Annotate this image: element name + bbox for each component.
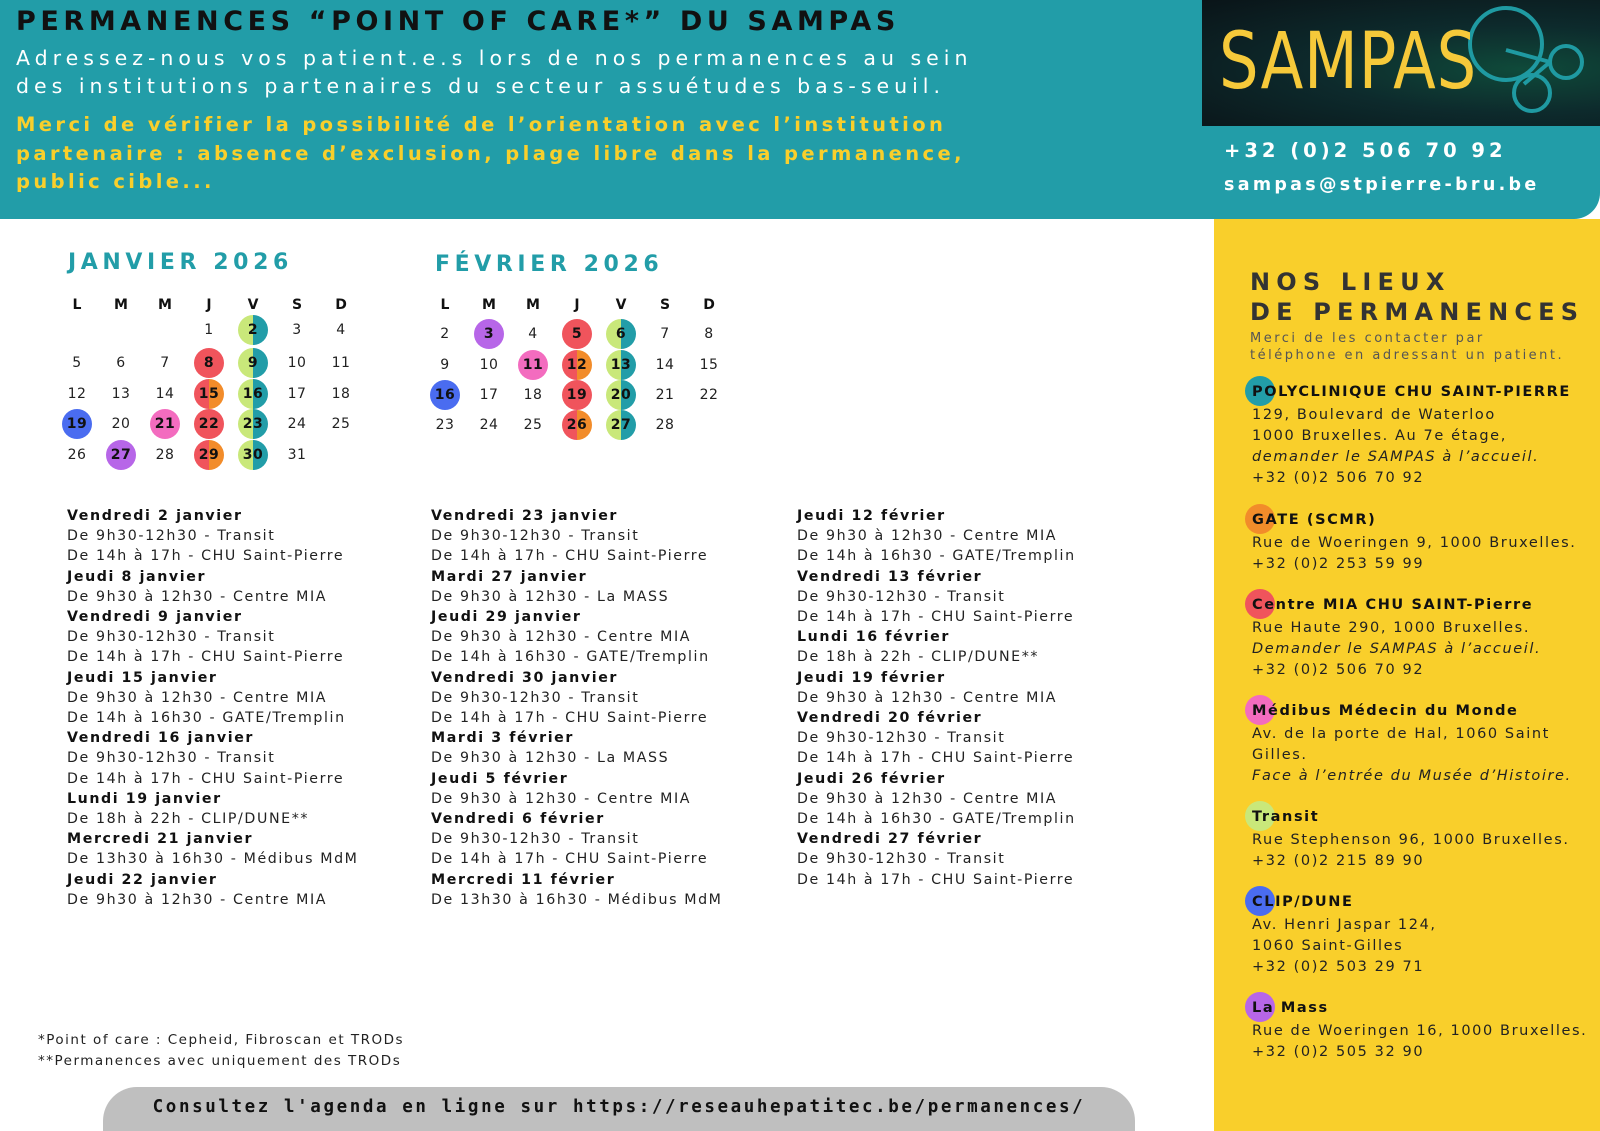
location-detail: 1060 Saint-Gilles [1252,938,1404,954]
calendar-day: 12 [67,386,87,402]
location-card [1252,999,1598,1063]
calendar-day: 11 [331,355,351,371]
logo-wordmark: SAMPAS [1219,17,1478,107]
location-detail: +32 (0)2 506 70 92 [1252,470,1425,486]
weekday-header: M [114,297,128,313]
sidebar-hint-line: téléphone en adressant un patient. [1250,348,1565,363]
location-detail: +32 (0)2 503 29 71 [1252,959,1425,975]
calendar-day: 16 [238,379,268,409]
calendar-day: 7 [160,355,170,371]
weekday-header: J [206,297,212,313]
calendar-title: JANVIER 2026 [68,250,293,275]
schedule-slot: De 13h30 à 16h30 - Médibus MdM [67,851,359,868]
location-name: CLIP/DUNE [1252,894,1354,910]
weekday-header: L [440,297,450,313]
schedule-day: Vendredi 16 janvier [67,730,255,747]
schedule-slot: De 18h à 22h - CLIP/DUNE** [797,649,1040,666]
weekday-header: V [247,297,259,313]
schedule-day: Vendredi 13 février [797,568,983,585]
calendar-day: 30 [238,440,268,470]
schedule-day: Jeudi 26 février [797,770,946,787]
agenda-link[interactable]: Consultez l'agenda en ligne sur https://reseauhepatitec.be/permanences/ [152,1097,1086,1117]
location-detail: Av. de la porte de Hal, 1060 Saint [1252,726,1550,742]
calendar-day: 27 [106,440,136,470]
location-name: GATE (SCMR) [1252,512,1377,528]
schedule-day: Jeudi 12 février [797,508,946,524]
schedule-day: Jeudi 19 février [797,669,946,686]
calendar-day: 29 [194,440,224,470]
calendar-day: 18 [331,386,351,402]
weekday-header: D [703,297,715,313]
location-detail: Rue de Woeringen 16, 1000 Bruxelles. [1252,1023,1588,1039]
schedule-slot: De 9h30-12h30 - Transit [431,831,640,848]
schedule-day: Vendredi 23 janvier [431,508,619,524]
calendar-day: 2 [440,326,450,342]
calendar-day: 28 [155,447,175,463]
location-detail: Rue Haute 290, 1000 Bruxelles. [1252,620,1531,636]
calendar-day: 14 [155,386,175,402]
schedule-slot: De 14h à 17h - CHU Saint-Pierre [797,871,1075,888]
schedule-slot: De 9h30-12h30 - Transit [67,528,276,545]
calendar-day: 27 [606,410,636,440]
schedule-day: Mercredi 11 février [431,871,616,888]
location-card [1252,893,1598,978]
calendar-day: 13 [111,386,131,402]
location-name: Médibus Médecin du Monde [1252,703,1519,719]
schedule-day: Jeudi 5 février [431,770,569,787]
schedule-slot: De 14h à 17h - CHU Saint-Pierre [431,851,709,868]
weekday-header: M [158,297,172,313]
schedule-slot: De 14h à 16h30 - GATE/Tremplin [797,548,1076,565]
schedule-slot: De 9h30-12h30 - Transit [431,528,640,545]
sidebar-title-line: NOS LIEUX [1250,268,1451,296]
schedule-day: Vendredi 2 janvier [67,508,243,524]
location-card [1252,702,1598,787]
calendar-day: 17 [287,386,307,402]
calendar-day: 16 [430,380,460,410]
location-detail: Rue de Woeringen 9, 1000 Bruxelles. [1252,535,1577,551]
calendar-day: 21 [655,387,675,403]
weekday-header: V [615,297,627,313]
subtitle-line: des institutions partenaires du secteur assuétudes bas-seuil. [16,74,946,98]
sidebar-title [1250,267,1584,327]
agenda-banner [103,1087,1135,1131]
schedule-slot: De 9h30 à 12h30 - La MASS [431,750,670,767]
schedule-slot: De 9h30 à 12h30 - La MASS [431,588,670,605]
location-detail: +32 (0)2 505 32 90 [1252,1044,1425,1060]
location-card [1252,808,1598,872]
schedule-slot: De 14h à 17h - CHU Saint-Pierre [431,710,709,727]
calendar-day: 23 [238,409,268,439]
schedule-day: Mardi 3 février [431,730,574,747]
calendar-day: 9 [440,357,450,373]
note-line: public cible... [16,170,215,193]
location-name: POLYCLINIQUE CHU SAINT-PIERRE [1252,384,1571,400]
schedule-slot: De 9h30-12h30 - Transit [797,851,1006,868]
schedule-day: Vendredi 6 février [431,811,605,828]
schedule-column-1 [67,506,359,910]
calendar-day: 5 [72,355,82,371]
schedule-slot: De 14h à 17h - CHU Saint-Pierre [67,649,345,666]
weekday-header: S [659,297,671,313]
calendar-day: 23 [435,417,455,433]
schedule-slot: De 18h à 22h - CLIP/DUNE** [67,811,310,828]
schedule-slot: De 9h30 à 12h30 - Centre MIA [797,790,1058,807]
schedule-slot: De 9h30-12h30 - Transit [67,629,276,646]
schedule-day: Jeudi 8 janvier [67,568,207,585]
location-detail: Av. Henri Jaspar 124, [1252,917,1437,933]
schedule-slot: De 9h30 à 12h30 - Centre MIA [67,588,328,605]
location-detail: +32 (0)2 253 59 99 [1252,556,1425,572]
calendar-day: 28 [655,417,675,433]
location-name: La Mass [1252,1000,1329,1016]
schedule-slot: De 9h30-12h30 - Transit [797,588,1006,605]
calendar-day: 5 [562,319,592,349]
calendar-day: 24 [287,416,307,432]
schedule-day: Vendredi 9 janvier [67,609,243,626]
calendar-day: 22 [194,409,224,439]
calendar-day: 8 [194,348,224,378]
location-detail: +32 (0)2 215 89 90 [1252,853,1425,869]
schedule-slot: De 9h30 à 12h30 - Centre MIA [797,689,1058,706]
schedule-slot: De 9h30 à 12h30 - Centre MIA [67,689,328,706]
calendar-day: 13 [606,350,636,380]
calendar-day: 14 [655,357,675,373]
calendar-day: 12 [562,350,592,380]
weekday-header: M [482,297,496,313]
schedule-column-2 [431,506,723,910]
schedule-slot: De 14h à 17h - CHU Saint-Pierre [797,750,1075,767]
schedule-day: Jeudi 15 janvier [67,669,218,686]
weekday-header: J [574,297,580,313]
schedule-slot: De 9h30-12h30 - Transit [431,689,640,706]
header-note [16,111,965,197]
calendar-day: 15 [699,357,719,373]
calendar-day: 1 [204,322,214,338]
calendar-day: 4 [336,322,346,338]
schedule-slot: De 14h à 17h - CHU Saint-Pierre [431,548,709,565]
calendar-day: 31 [287,447,307,463]
location-card [1252,596,1598,681]
calendar-day: 20 [111,416,131,432]
note-line: Merci de vérifier la possibilité de l’orientation avec l’institution [16,113,947,136]
schedule-day: Jeudi 29 janvier [431,609,582,626]
calendar-day: 4 [528,326,538,342]
header-subtitle [16,44,972,100]
calendar-day: 3 [292,322,302,338]
schedule-slot: De 9h30 à 12h30 - Centre MIA [431,790,692,807]
location-card [1252,383,1598,489]
location-detail: +32 (0)2 506 70 92 [1252,662,1425,678]
calendar-day: 15 [194,379,224,409]
schedule-day: Mardi 27 janvier [431,568,588,585]
calendar-day: 3 [474,319,504,349]
calendar-day: 19 [562,380,592,410]
calendar-day: 7 [660,326,670,342]
location-detail: Gilles. [1252,747,1308,763]
location-name: Centre MIA CHU SAINT-Pierre [1252,597,1534,613]
calendar-day: 22 [699,387,719,403]
schedule-day: Mercredi 21 janvier [67,831,254,848]
location-detail: 129, Boulevard de Waterloo [1252,407,1496,423]
calendar-day: 2 [238,315,268,345]
location-card [1252,511,1598,575]
note-line: partenaire : absence d’exclusion, plage libre dans la permanence, [16,141,965,165]
calendar-day: 11 [518,350,548,380]
schedule-slot: De 14h à 16h30 - GATE/Tremplin [797,811,1076,828]
schedule-slot: De 9h30 à 12h30 - Centre MIA [431,629,692,646]
location-detail: Demander le SAMPAS à l’accueil. [1252,641,1542,657]
calendar-day: 26 [67,447,87,463]
sidebar-title-line: DE PERMANENCES [1250,298,1585,326]
calendar-day: 25 [523,417,543,433]
schedule-day: Lundi 16 février [797,629,951,646]
schedule-slot: De 9h30-12h30 - Transit [797,730,1006,747]
footnote-point-of-care: *Point of care : Cepheid, Fibroscan et TRODs [38,1032,405,1048]
sidebar-hint [1250,330,1564,364]
schedule-slot: De 14h à 16h30 - GATE/Tremplin [431,649,710,666]
contact-email[interactable]: sampas@stpierre-bru.be [1224,175,1540,195]
schedule-slot: De 14h à 17h - CHU Saint-Pierre [67,770,345,787]
calendar-day: 20 [606,380,636,410]
calendar-day: 21 [150,409,180,439]
weekday-header: D [335,297,347,313]
calendar-day: 19 [62,409,92,439]
schedule-slot: De 14h à 17h - CHU Saint-Pierre [797,609,1075,626]
location-name: Transit [1252,809,1320,825]
location-detail: Face à l’entrée du Musée d’Histoire. [1252,768,1572,784]
weekday-header: M [526,297,540,313]
calendar-day: 9 [238,348,268,378]
schedule-day: Vendredi 27 février [797,831,983,848]
schedule-slot: De 9h30 à 12h30 - Centre MIA [67,891,328,908]
sampas-logo [1202,0,1600,126]
calendar-day: 10 [479,357,499,373]
calendar-day: 6 [606,319,636,349]
calendar-day: 8 [704,326,714,342]
calendar-day: 18 [523,387,543,403]
calendar-day: 24 [479,417,499,433]
location-detail: Rue Stephenson 96, 1000 Bruxelles. [1252,832,1570,848]
schedule-slot: De 14h à 17h - CHU Saint-Pierre [67,548,345,565]
schedule-slot: De 9h30 à 12h30 - Centre MIA [797,528,1058,545]
contact-phone[interactable]: +32 (0)2 506 70 92 [1224,139,1507,162]
calendar-day: 26 [562,410,592,440]
weekday-header: S [291,297,303,313]
subtitle-line: Adressez-nous vos patient.e.s lors de nos permanences au sein [16,46,973,70]
calendar-title: FÉVRIER 2026 [435,252,664,277]
weekday-header: L [72,297,82,313]
schedule-day: Jeudi 22 janvier [67,871,218,888]
footnote-trods: **Permanences avec uniquement des TRODs [38,1053,402,1069]
sidebar-hint-line: Merci de les contacter par [1250,331,1485,346]
calendar-day: 25 [331,416,351,432]
location-detail: 1000 Bruxelles. Au 7e étage, [1252,428,1507,444]
page-title: PERMANENCES “POINT OF CARE*” DU SAMPAS [16,6,900,37]
schedule-slot: De 14h à 16h30 - GATE/Tremplin [67,710,346,727]
calendar-day: 17 [479,387,499,403]
schedule-slot: De 13h30 à 16h30 - Médibus MdM [431,891,723,908]
schedule-day: Vendredi 30 janvier [431,669,619,686]
schedule-slot: De 9h30-12h30 - Transit [67,750,276,767]
calendar-day: 10 [287,355,307,371]
location-detail: demander le SAMPAS à l’accueil. [1252,449,1540,465]
calendar-day: 6 [116,355,126,371]
schedule-column-3 [797,506,1076,890]
schedule-day: Vendredi 20 février [797,710,983,727]
schedule-day: Lundi 19 janvier [67,790,222,807]
